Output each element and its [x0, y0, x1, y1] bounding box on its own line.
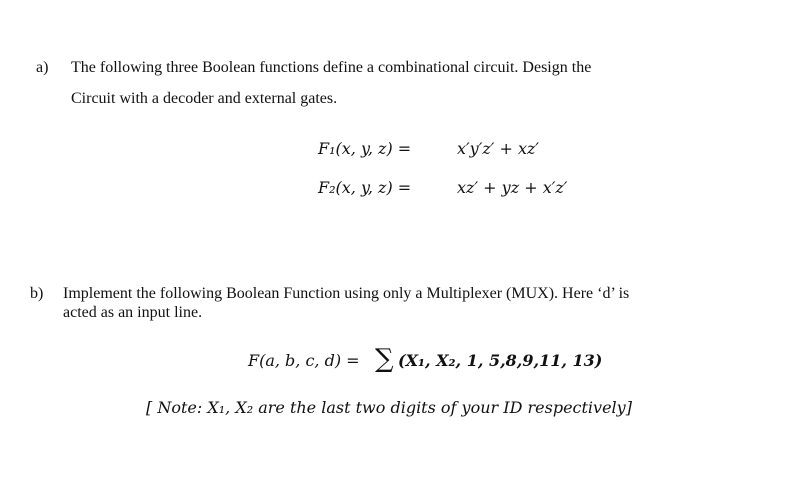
f2-rhs: xz′ + yz + x′z′: [457, 178, 568, 197]
part-a-marker: a): [36, 59, 49, 76]
id-note: [ Note: X₁, X₂ are the last two digits of your ID respectively]: [146, 398, 632, 417]
f2-lhs: F₂(x, y, z) =: [318, 178, 412, 197]
part-b-marker: b): [30, 285, 44, 302]
f1-rhs: x′y′z′ + xz′: [457, 139, 540, 158]
part-b-line-1: Implement the following Boolean Function using only a Multiplexer (MUX). Here ‘d’ is: [63, 285, 630, 302]
sigma-glyph: ∑: [375, 344, 394, 374]
part-a-line-2: Circuit with a decoder and external gates.: [71, 90, 338, 107]
sigma-symbol: [375, 344, 394, 374]
part-a-line-1: The following three Boolean functions define a combinational circuit. Design the: [71, 59, 592, 76]
function-minterms: (X₁, X₂, 1, 5,8,9,11, 13): [398, 351, 603, 370]
f1-lhs: F₁(x, y, z) =: [318, 139, 412, 158]
function-lhs: F(a, b, c, d) =: [248, 351, 360, 370]
part-b-line-2: acted as an input line.: [63, 304, 203, 321]
